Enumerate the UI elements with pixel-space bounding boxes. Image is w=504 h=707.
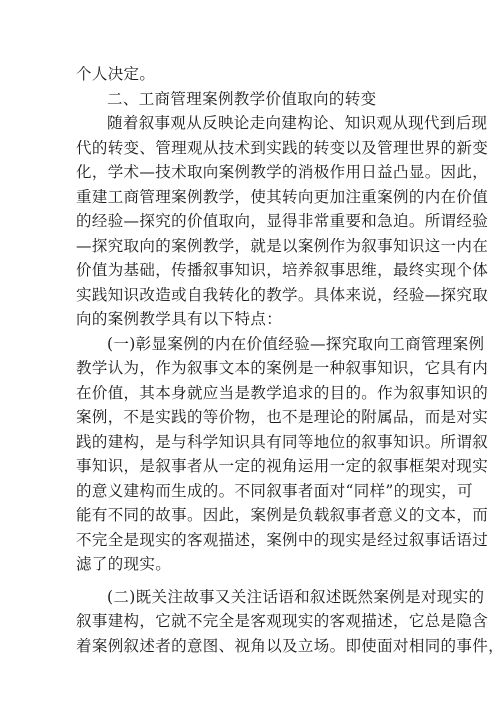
paragraph-point-one (76, 332, 489, 577)
text-line: 着案例叙述者的意图、视角以及立场。即使面对相同的事件， (76, 636, 504, 655)
text-line: 二、工商管理案例教学价值取向的转变 (107, 89, 377, 108)
text-line: 实践知识改造或自我转化的教学。具体来说，经验—探究取 (76, 285, 489, 304)
text-line: 向的案例教学具有以下特点： (76, 310, 283, 328)
text-line: 叙事建构，它就不完全是客观现实的客观描述，它总是隐含 (76, 612, 489, 630)
text-line: —探究取向的案例教学，就是以案例作为叙事知识这一内在 (76, 236, 489, 255)
text-line: (二)既关注故事又关注话语和叙述既然案例是对现实的 (107, 587, 485, 606)
text-line: (一)彰显案例的内在价值经验—探究取向工商管理案例 (107, 334, 485, 353)
text-line: 案例，不是实践的等价物，也不是理论的附属品，而是对实 (76, 408, 489, 426)
text-line: 能有不同的故事。因此，案例是负载叙事者意义的文本，而 (76, 506, 489, 524)
text-line: 的意义建构而生成的。不同叙事者面对“同样”的现实，可 (76, 481, 473, 500)
text-line: 践的建构，是与科学知识具有同等地位的叙事知识。所谓叙 (76, 432, 489, 451)
text-line: 不完全是现实的客观描述，案例中的现实是经过叙事话语过 (76, 530, 489, 549)
text-line: 个人决定。 (76, 65, 156, 83)
text-line: 价值为基础，传播叙事知识，培养叙事思维，最终实现个体 (76, 261, 489, 279)
paragraph-point-two (76, 585, 504, 659)
text-line: 教学认为，作为叙事文本的案例是一种叙事知识，它具有内 (76, 359, 489, 377)
text-line: 事知识，是叙事者从一定的视角运用一定的叙事框架对现实 (76, 457, 489, 475)
text-line: 的经验—探究的价值取向，显得非常重要和急迫。所谓经验 (76, 212, 489, 230)
document-body (76, 62, 504, 658)
text-line: 在价值，其本身就应当是教学追求的目的。作为叙事知识的 (76, 383, 489, 402)
section-heading (76, 87, 432, 112)
paragraph-intro (76, 111, 489, 332)
text-line: 化，学术—技术取向案例教学的消极作用日益凸显。因此， (76, 163, 489, 181)
paragraph-gap (76, 577, 432, 585)
text-line: 重建工商管理案例教学，使其转向更加注重案例的内在价值 (76, 187, 489, 206)
text-line: 代的转变、管理观从技术到实践的转变以及管理世界的新变 (76, 138, 489, 157)
text-line: 随着叙事观从反映论走向建构论、知识观从现代到后现 (107, 114, 488, 132)
text-line: 滤了的现实。 (76, 555, 172, 573)
paragraph-continuation (76, 62, 432, 87)
